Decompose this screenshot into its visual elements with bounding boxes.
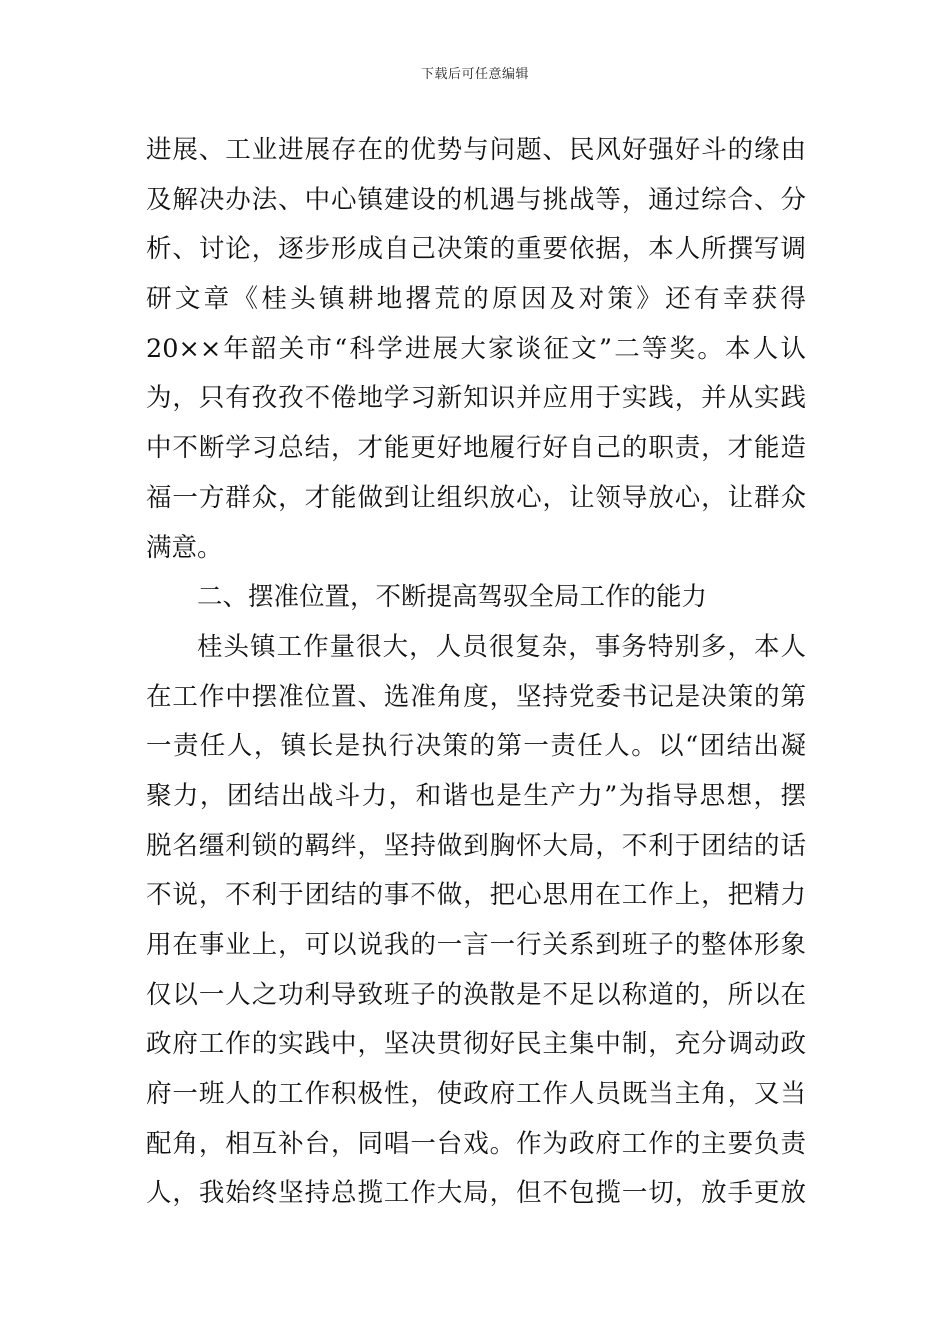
text-line: 在工作中摆准位置、选准角度，坚持党委书记是决策的第	[146, 681, 806, 712]
text-line: 聚力，团结出战斗力，和谐也是生产力”为指导思想，摆	[146, 780, 806, 811]
text-line: 用在事业上，可以说我的一言一行关系到班子的整体形象	[146, 930, 806, 960]
paragraph-first-line: 桂头镇工作量很大，人员很复杂，事务特别多，本人	[197, 631, 806, 662]
text-line: 中不断学习总结，才能更好地履行好自己的职责，才能造	[146, 433, 806, 464]
section-heading: 二、摆准位置，不断提高驾驭全局工作的能力	[197, 582, 708, 613]
text-line: 20××年韶关市“科学进展大家谈征文”二等奖。本人认	[146, 333, 806, 364]
text-line: 府一班人的工作积极性，使政府工作人员既当主角，又当	[146, 1079, 806, 1110]
text-line: 满意。	[146, 532, 223, 563]
page-header: 下载后可任意编辑	[420, 67, 529, 82]
text-line: 一责任人，镇长是执行决策的第一责任人。以“团结出凝	[146, 731, 806, 762]
text-line: 仅以一人之功利导致班子的涣散是不足以称道的，所以在	[146, 979, 806, 1010]
text-line: 福一方群众，才能做到让组织放心，让领导放心，让群众	[146, 482, 806, 513]
text-line: 脱名缰利锁的羁绊，坚持做到胸怀大局，不利于团结的话	[146, 830, 806, 861]
text-line: 配角，相互补台，同唱一台戏。作为政府工作的主要负责	[146, 1128, 806, 1159]
text-line: 不说，不利于团结的事不做，把心思用在工作上，把精力	[146, 880, 806, 911]
text-line: 进展、工业进展存在的优势与问题、民风好强好斗的缘由	[146, 135, 806, 165]
text-line: 及解决办法、中心镇建设的机遇与挑战等，通过综合、分	[146, 184, 806, 215]
text-line: 研文章《桂头镇耕地撂荒的原因及对策》还有幸获得	[146, 284, 806, 315]
text-line: 析、讨论，逐步形成自己决策的重要依据，本人所撰写调	[146, 234, 806, 265]
text-line: 为，只有孜孜不倦地学习新知识并应用于实践，并从实践	[146, 383, 806, 414]
text-line: 政府工作的实践中，坚决贯彻好民主集中制，充分调动政	[146, 1029, 806, 1060]
document-body	[146, 126, 806, 1219]
text-line: 人，我始终坚持总揽工作大局，但不包揽一切，放手更放	[146, 1178, 806, 1209]
